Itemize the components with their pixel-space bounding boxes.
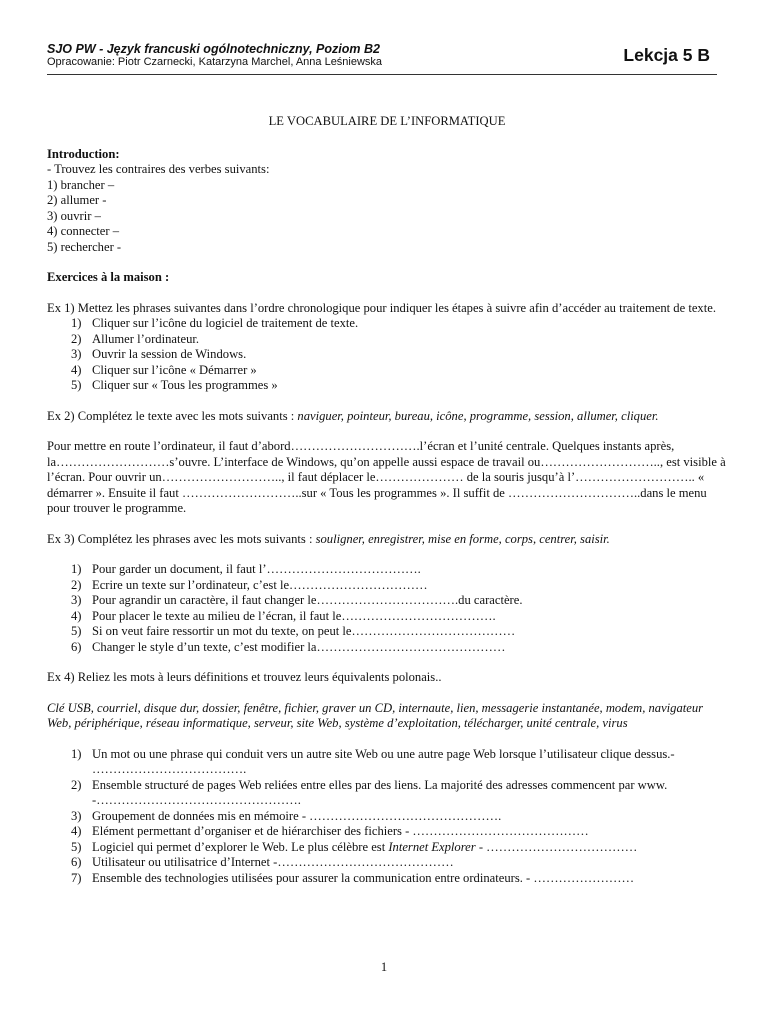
ex3-instruction-text: Ex 3) Complétez les phrases avec les mots suivants : xyxy=(47,531,316,546)
list-item xyxy=(47,332,727,348)
ex2-instruction xyxy=(47,409,727,425)
item-number: 2) xyxy=(71,577,82,592)
ex2-fill-in-text: Pour mettre en route l’ordinateur, il faut d’abord………………………….l’écran et l’unité centrale. Quelques instants après, la………………………s’ouvre. L’interface de Windows, qu’on appelle aussi espace de travail ou……………………….., est visible à l’écran. Pour ouvrir un……………………….., il faut déplacer le………………… de la souris jusqu’à l’……………………….. « démarrer ». Ensuite il faut ………………………..sur « Tous les programmes ». Il suffit de …………………………..dans le menu pour trouver le programme. xyxy=(47,439,726,515)
item-text: Changer le style d’un texte, c’est modifier la……………………………………… xyxy=(92,639,506,654)
item-number: 7) xyxy=(71,870,82,885)
list-item xyxy=(47,624,727,640)
item-text: Si on veut faire ressortir un mot du texte, on peut le………………………………… xyxy=(92,624,516,638)
item-number: 4) xyxy=(71,608,82,623)
list-item xyxy=(47,593,727,609)
ex4-word-bank: Clé USB, courriel, disque dur, dossier, fenêtre, fichier, graver un CD, internaute, lien, messagerie instantanée, modem, navigateur Web, périphérique, réseau informatique, serveur, site Web, système d’exploitation, télécharger, unité centrale, virus xyxy=(47,700,704,730)
item-text: Pour garder un document, il faut l’………………………………. xyxy=(92,562,421,576)
ex1-list xyxy=(47,316,727,394)
header-left xyxy=(47,42,382,69)
item-number: 6) xyxy=(71,855,82,869)
item-number: 6) xyxy=(71,639,82,654)
item-number: 3) xyxy=(71,808,82,823)
page-number: 1 xyxy=(380,960,388,974)
item-number: 5) xyxy=(71,624,82,638)
intro-heading: Introduction: xyxy=(47,146,120,161)
item-text: Logiciel qui permet d’explorer le Web. Le plus célèbre est xyxy=(92,839,389,854)
item-text-after: - ……………………………… xyxy=(475,839,638,854)
item-number: 5) xyxy=(71,839,82,854)
list-item xyxy=(47,871,727,887)
ex3-list xyxy=(47,562,727,655)
intro-item: 4) connecter – xyxy=(47,224,120,238)
intro-instruction: - Trouvez les contraires des verbes suivants: xyxy=(47,162,270,176)
document-body xyxy=(47,114,727,886)
ex4-list xyxy=(47,747,727,887)
list-item xyxy=(47,855,727,871)
item-text: Utilisateur ou utilisatrice d’Internet -…………………………………… xyxy=(92,855,454,869)
ex1-instruction: Ex 1) Mettez les phrases suivantes dans l’ordre chronologique pour indiquer les étapes à suivre afin d’accéder au traitement de texte. xyxy=(47,300,716,315)
intro-item: 1) brancher – xyxy=(47,177,115,192)
item-number: 3) xyxy=(71,593,82,607)
item-emphasis: Internet Explorer xyxy=(388,839,476,854)
list-item xyxy=(47,316,727,332)
item-text: Allumer l’ordinateur. xyxy=(92,331,200,346)
item-text: Groupement de données mis en mémoire - ………………………………………. xyxy=(92,808,502,823)
item-number: 4) xyxy=(71,362,82,377)
ex4-instruction: Ex 4) Reliez les mots à leurs définitions et trouvez leurs équivalents polonais.. xyxy=(47,670,442,684)
item-number: 2) xyxy=(71,331,82,346)
list-item xyxy=(47,824,727,840)
item-number: 4) xyxy=(71,824,82,838)
list-item xyxy=(47,609,727,625)
homework-heading: Exercices à la maison : xyxy=(47,270,170,284)
list-item xyxy=(47,578,727,594)
list-item xyxy=(47,747,727,778)
item-number: 2) xyxy=(71,777,82,792)
item-text: Pour placer le texte au milieu de l’écran, il faut le………………………………. xyxy=(92,608,496,623)
item-text: Ouvrir la session de Windows. xyxy=(92,347,247,361)
item-number: 1) xyxy=(71,746,82,761)
item-text: Cliquer sur l’icône du logiciel de traitement de texte. xyxy=(92,316,359,330)
item-text: Cliquer sur l’icône « Démarrer » xyxy=(92,362,257,377)
intro-item: 2) allumer - xyxy=(47,193,107,207)
item-text: Elément permettant d’organiser et de hiérarchiser des fichiers - …………………………………… xyxy=(92,824,589,838)
ex3-instruction xyxy=(47,532,727,548)
item-number: 5) xyxy=(71,378,82,392)
header-divider xyxy=(47,74,717,75)
item-number: 1) xyxy=(71,562,82,576)
list-item xyxy=(47,640,727,656)
list-item xyxy=(47,778,727,809)
course-title: SJO PW - Język francuski ogólnotechniczny, Poziom B2 xyxy=(47,42,380,56)
list-item xyxy=(47,809,727,825)
lesson-label: Lekcja 5 B xyxy=(623,45,710,65)
ex2-word-bank: naviguer, pointeur, bureau, icône, programme, session, allumer, cliquer. xyxy=(297,408,659,423)
item-text: Ecrire un texte sur l’ordinateur, c’est le…………………………… xyxy=(92,577,428,592)
list-item xyxy=(47,840,727,856)
intro-item: 5) rechercher - xyxy=(47,239,122,254)
list-item xyxy=(47,347,727,363)
item-text: Cliquer sur « Tous les programmes » xyxy=(92,378,278,392)
list-item xyxy=(47,562,727,578)
item-text: Pour agrandir un caractère, il faut changer le…………………………….du caractère. xyxy=(92,593,523,607)
list-item xyxy=(47,378,727,394)
item-number: 3) xyxy=(71,347,82,361)
item-text: Ensemble des technologies utilisées pour assurer la communication entre ordinateurs. - …………………… xyxy=(92,870,635,885)
list-item xyxy=(47,363,727,379)
authors-line: Opracowanie: Piotr Czarnecki, Katarzyna Marchel, Anna Leśniewska xyxy=(47,56,383,68)
page-title: LE VOCABULAIRE DE L’INFORMATIQUE xyxy=(268,114,506,128)
item-text: Un mot ou une phrase qui conduit vers un autre site Web ou une autre page Web lorsque l’utilisateur clique dessus.- ………………………………. xyxy=(92,746,675,776)
ex3-word-bank: souligner, enregistrer, mise en forme, corps, centrer, saisir. xyxy=(315,531,610,546)
item-text: Ensemble structuré de pages Web reliées entre elles par des liens. La majorité des adresses commencent par www. -…………………………………………. xyxy=(92,777,668,807)
ex2-instruction-text: Ex 2) Complétez le texte avec les mots suivants : xyxy=(47,408,298,423)
item-number: 1) xyxy=(71,316,82,330)
intro-item: 3) ouvrir – xyxy=(47,208,101,223)
